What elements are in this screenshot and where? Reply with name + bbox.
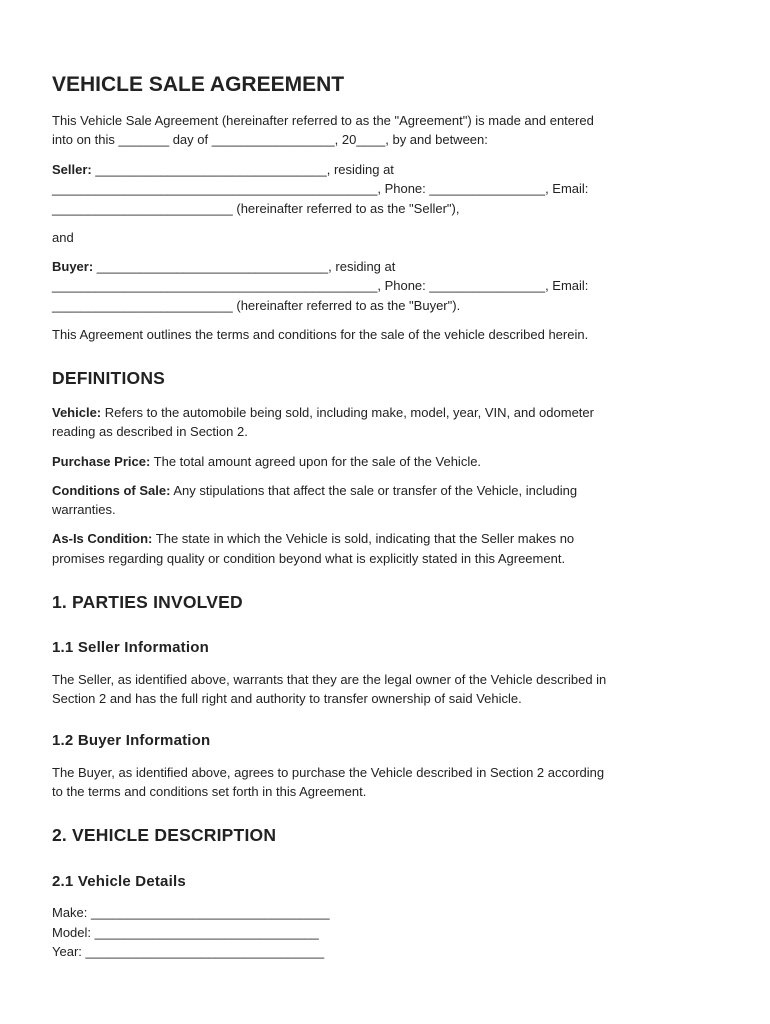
vehicle-make-field: Make: _________________________________ — [52, 905, 330, 920]
def-as-is-line-1 — [52, 529, 574, 549]
def-purchase-price-term: Purchase Price: — [52, 454, 151, 469]
intro-line-2: into on this _______ day of _________________, 20____, by and between: — [52, 132, 488, 147]
def-vehicle-term: Vehicle: — [52, 405, 102, 420]
def-vehicle-line-2: reading as described in Section 2. — [52, 424, 248, 439]
buyer-line-3: _________________________ (hereinafter referred to as the "Buyer"). — [52, 298, 461, 313]
section-1-1-line-2: Section 2 and has the full right and authority to transfer ownership of said Vehicle. — [52, 691, 522, 706]
def-vehicle-line-1 — [52, 403, 594, 423]
section-2-1-heading: 2.1 Vehicle Details — [52, 873, 186, 890]
intro-line-1: This Vehicle Sale Agreement (hereinafter referred to as the "Agreement") is made and entered — [52, 113, 594, 128]
seller-line-3: _________________________ (hereinafter referred to as the "Seller"), — [52, 201, 460, 216]
seller-line-1 — [52, 160, 394, 180]
definitions-heading: DEFINITIONS — [52, 368, 166, 388]
section-2-heading: 2. VEHICLE DESCRIPTION — [52, 825, 277, 845]
def-conditions-text: Any stipulations that affect the sale or transfer of the Vehicle, including — [170, 483, 578, 498]
def-conditions-term: Conditions of Sale: — [52, 483, 171, 498]
buyer-name-blank: ________________________________, residing at — [93, 259, 396, 274]
section-1-2-line-2: to the terms and conditions set forth in this Agreement. — [52, 784, 367, 799]
buyer-line-2: _____________________________________________, Phone: ________________, Email: — [52, 278, 589, 293]
def-conditions-line-2: warranties. — [52, 502, 116, 517]
def-conditions-line-1 — [52, 481, 577, 501]
section-1-1-line-1: The Seller, as identified above, warrants that they are the legal owner of the Vehicle described in — [52, 672, 607, 687]
and-text: and — [52, 230, 74, 245]
section-1-2-heading: 1.2 Buyer Information — [52, 732, 211, 749]
buyer-line-1 — [52, 257, 395, 277]
seller-line-2: _____________________________________________, Phone: ________________, Email: — [52, 181, 589, 196]
def-as-is-text: The state in which the Vehicle is sold, indicating that the Seller makes no — [152, 531, 575, 546]
document-title: VEHICLE SALE AGREEMENT — [52, 73, 345, 96]
def-as-is-line-2: promises regarding quality or condition beyond what is explicitly stated in this Agreement. — [52, 551, 566, 566]
vehicle-year-field: Year: _________________________________ — [52, 944, 325, 959]
def-purchase-price — [52, 452, 481, 472]
vehicle-model-field: Model: _______________________________ — [52, 925, 319, 940]
seller-name-blank: ________________________________, residing at — [91, 162, 394, 177]
def-vehicle-text: Refers to the automobile being sold, including make, model, year, VIN, and odometer — [101, 405, 594, 420]
section-1-heading: 1. PARTIES INVOLVED — [52, 592, 243, 612]
buyer-label: Buyer: — [52, 259, 94, 274]
seller-label: Seller: — [52, 162, 92, 177]
outline-text: This Agreement outlines the terms and conditions for the sale of the vehicle described herein. — [52, 327, 589, 342]
def-purchase-price-text: The total amount agreed upon for the sale of the Vehicle. — [150, 454, 482, 469]
section-1-2-line-1: The Buyer, as identified above, agrees to purchase the Vehicle described in Section 2 according — [52, 765, 605, 780]
section-1-1-heading: 1.1 Seller Information — [52, 639, 209, 656]
def-as-is-term: As-Is Condition: — [52, 531, 153, 546]
